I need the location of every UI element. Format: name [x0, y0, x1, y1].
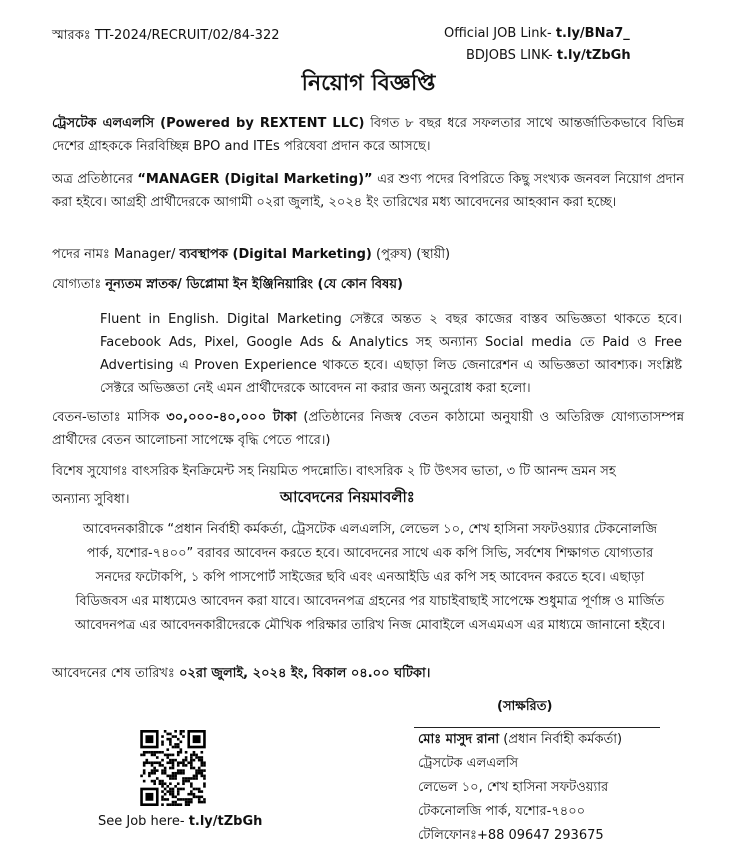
deadline-value: ০২রা জুলাই, ২০২৪ ইং, বিকাল ০৪.০০ ঘটিকা। — [178, 666, 431, 681]
signatory-name: মোঃ মাসুদ রানা — [418, 732, 500, 747]
deadline-line — [52, 662, 684, 685]
salary-note: (প্রতিষ্ঠানের নিজস্ব বেতন কাঠামো অনুযায়ী ও অতিরিক্ত যোগ্যতাসম্পন্ন প্রার্থীদের বেতন আলোচনা সাপেক্ষে বৃদ্ধি পেতে পারে।) — [52, 410, 685, 448]
official-link-line — [444, 26, 630, 41]
memo-ref — [52, 26, 279, 47]
qualification-label: যোগ্যতাঃ — [52, 277, 106, 292]
intro-text: বিগত ৮ বছর ধরে সফলতার সাথে আন্তর্জাতিকভাবে বিভিন্ন দেশের গ্রাহককে নিরবিচ্ছিন্ন BPO and ITEs পরিষেবা প্রদান করে আসছে। — [52, 116, 684, 154]
deadline-label: আবেদনের শেষ তারিখঃ — [52, 666, 179, 681]
bdjobs-link-line — [466, 48, 631, 63]
position-line — [52, 243, 684, 266]
position-label: পদের নামঃ Manager/ — [52, 247, 180, 262]
bdjobs-link-label: BDJOBS LINK- — [466, 48, 553, 63]
qr-link[interactable]: t.ly/tZbGh — [188, 814, 263, 829]
qualification-line — [52, 273, 684, 296]
intro-paragraph — [52, 112, 684, 158]
memo-number: TT-2024/RECRUIT/02/84-322 — [94, 28, 280, 43]
salary-label: বেতন-ভাতাঃ মাসিক — [52, 410, 167, 425]
company-name: ট্রেসটেক এলএলসি (Powered by REXTENT LLC) — [52, 116, 365, 131]
memo-label: স্মারকঃ — [52, 28, 91, 43]
phone: টেলিফোনঃ+88 09647 293675 — [418, 828, 604, 843]
salary-paragraph — [52, 406, 684, 452]
requirements-paragraph: Fluent in English. Digital Marketing সেক্টরে অন্তত ২ বছর কাজের বাস্তব অভিজ্ঞতা থাকতে হবে। Facebook Ads, Pixel, Google Ads & Analytics সহ অন্যান্য Social media তে Paid ও Free Advertising এ Proven Experience থাকতে হবে। এছাড়া লিড জেনারেশন এ অভিজ্ঞতা আবশ্যক। সংশ্লিষ্ট সেক্টরে অভিজ্ঞতা নেই এমন প্রার্থীদেরকে আবেদন না করার জন্য অনুরোধ করা হলো। — [100, 312, 682, 396]
qr-label: See Job here- — [98, 814, 185, 829]
vacancy-position: “MANAGER (Digital Marketing)” — [137, 172, 373, 187]
vacancy-text: এর শুণ্য পদের বিপরিতে কিছু সংখ্যক জনবল নিয়োগ প্রদান করা হইবে। আগ্রহী প্রার্থীদেরকে আগামী ০২রা জুলাই, ২০২৪ ইং তারিখের মধ্য আবেদনের আহব্বান করা হচ্ছে। — [52, 172, 685, 210]
benefits-line1: বিশেষ সুযোগঃ বাৎসরিক ইনক্রিমেন্ট সহ নিয়মিত পদন্নোতি। বাৎসরিক ২ টি উৎসব ভাতা, ৩ টি আনন্দ ভ্রমন সহ — [52, 464, 616, 479]
qr-code-icon[interactable] — [140, 730, 206, 806]
address-line1: লেভেল ১০, শেখ হাসিনা সফটওয়্যার — [418, 780, 609, 795]
signatory-company: ট্রেসটেক এলএলসি — [418, 756, 519, 771]
position-type: (পুরুষ) (স্থায়ী) — [371, 247, 451, 262]
address-line2: টেকনোলজি পার্ক, যশোর-৭৪০০ — [418, 804, 586, 819]
page-title: নিয়োগ বিজ্ঞপ্তি — [301, 71, 436, 96]
vacancy-pre: অত্র প্রতিষ্ঠানের — [52, 172, 138, 187]
signed-label: (সাক্ষরিত) — [497, 699, 553, 714]
salary-amount: ৩০,০০০-৪০,০০০ টাকা — [166, 410, 297, 425]
qualification-value: নূন্যতম স্নাতক/ ডিপ্লোমা ইন ইঞ্জিনিয়ারিং (যে কোন বিষয়) — [105, 277, 403, 292]
bdjobs-link[interactable]: t.ly/tZbGh — [556, 48, 631, 63]
official-link[interactable]: t.ly/BNa7_ — [555, 26, 630, 41]
position-name: ব্যবস্থাপক (Digital Marketing) — [179, 247, 372, 262]
benefits-line2: অন্যান্য সুবিধা। — [52, 492, 130, 507]
rules-paragraph: আবেদনকারীকে “প্রধান নির্বাহী কর্মকর্তা, ট্রেসটেক এলএলসি, লেভেল ১০, শেখ হাসিনা সফটওয়্যার টেকনোলজি পার্ক, যশোর-৭৪০০” বরাবর আবেদন করতে হবে। আবেদনের সাথে এক কপি সিভি, সর্বশেষ শিক্ষাগত যোগ্যতার সনদের ফটোকপি, ১ কপি পাসপোর্ট সাইজের ছবি এবং এনআইডি এর কপি সহ আবেদন করতে হবে। এছাড়া বিডিজবস এর মাধ্যমেও আবেদন করা যাবে। আবেদনপত্র গ্রহনের পর যাচাইবাছাই সাপেক্ষে শুধুমাত্র পূর্ণাঙ্গ ও মার্জিত আবেদনপত্র এর আবেদনকারীদেরকে মৌখিক পরিক্ষার তারিখ নিজ মোবাইলে এসএমএস এর মাধ্যমে জানানো হইবে। — [74, 522, 666, 633]
qr-caption — [98, 814, 262, 829]
signature-block — [418, 728, 622, 848]
official-link-label: Official JOB Link- — [444, 26, 552, 41]
rules-heading: আবেদনের নিয়মাবলীঃ — [280, 488, 415, 506]
signatory-title: (প্রধান নির্বাহী কর্মকর্তা) — [499, 732, 623, 747]
vacancy-paragraph — [52, 168, 684, 214]
